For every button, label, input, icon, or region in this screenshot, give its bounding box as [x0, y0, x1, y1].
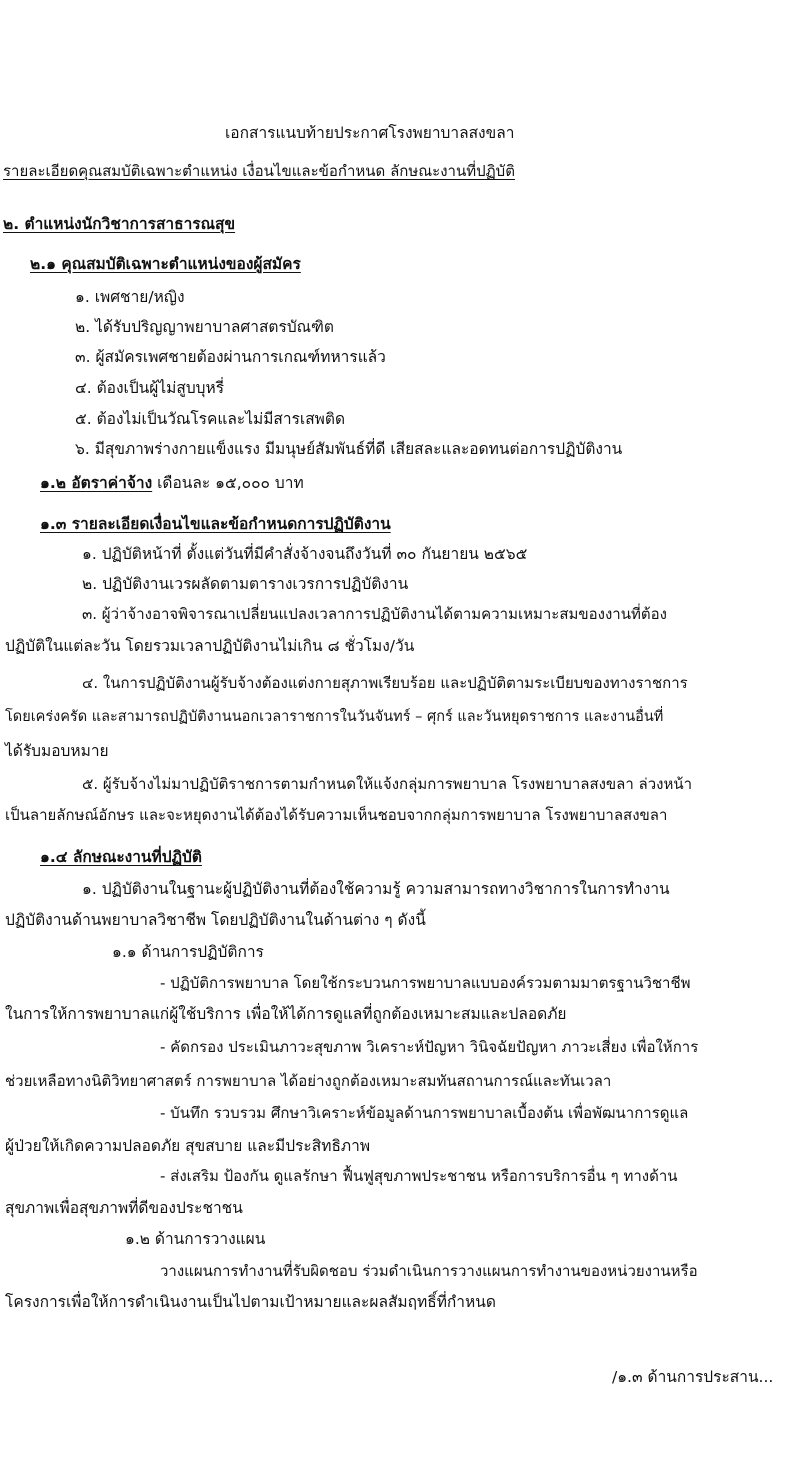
condition-line: ๓. ผู้ว่าจ้างอาจพิจารณาเปลี่ยนแปลงเวลาการปฏิบัติงานได้ตามความเหมาะสมของงานที่ต้อง — [82, 605, 667, 623]
condition-line: ๕. ผู้รับจ้างไม่มาปฏิบัติราชการตามกำหนดให้แจ้งกลุ่มการพยาบาล โรงพยาบาลสงขลา ล่วงหน้า — [82, 775, 693, 793]
condition-line: เป็นลายลักษณ์อักษร และจะหยุดงานได้ต้องได้รับความเห็นชอบจากกลุ่มการพยาบาล โรงพยาบาลสงขลา — [5, 806, 668, 824]
document-title: เอกสารแนบท้ายประกาศโรงพยาบาลสงขลา — [225, 124, 515, 142]
job-line: - คัดกรอง ประเมินภาวะสุขภาพ วิเคราะห์ปัญหา วินิจฉัยปัญหา ภาวะเสี่ยง เพื่อให้การ — [160, 1038, 699, 1056]
job-line: ช่วยเหลือทางนิติวิทยาศาสตร์ การพยาบาล ได้อย่างถูกต้องเหมาะสมทันสถานการณ์และทันเวลา — [5, 1072, 612, 1090]
job-line: วางแผนการทำงานที่รับผิดชอบ ร่วมดำเนินการวางแผนการทำงานของหน่วยงานหรือ — [160, 1262, 698, 1280]
qualification-item: ๕. ต้องไม่เป็นวัณโรคและไม่มีสารเสพติด — [75, 410, 346, 428]
job-description-heading: ๑.๔ ลักษณะงานที่ปฏิบัติ — [40, 848, 202, 866]
document-subtitle: รายละเอียดคุณสมบัติเฉพาะตำแหน่ง เงื่อนไขและข้อกำหนด ลักษณะงานที่ปฏิบัติ — [3, 162, 515, 180]
qualifications-heading: ๒.๑ คุณสมบัติเฉพาะตำแหน่งของผู้สมัคร — [30, 255, 301, 273]
qualification-item: ๑. เพศชาย/หญิง — [75, 288, 185, 306]
condition-line: ๔. ในการปฏิบัติงานผู้รับจ้างต้องแต่งกายสุภาพเรียบร้อย และปฏิบัติตามระเบียบของทางราชการ — [82, 674, 688, 692]
job-line: ปฏิบัติงานด้านพยาบาลวิชาชีพ โดยปฏิบัติงานในด้านต่าง ๆ ดังนี้ — [5, 911, 426, 929]
qualification-item: ๖. มีสุขภาพร่างกายแข็งแรง มีมนุษย์สัมพันธ์ที่ดี เสียสละและอดทนต่อการปฏิบัติงาน — [75, 440, 623, 458]
condition-line: ได้รับมอบหมาย — [5, 742, 109, 760]
condition-line: โดยเคร่งครัด และสามารถปฏิบัติงานนอกเวลาราชการในวันจันทร์ – ศุกร์ และวันหยุดราชการ และงานอื่นที่ — [5, 709, 664, 725]
job-line: สุขภาพเพื่อสุขภาพที่ดีของประชาชน — [5, 1199, 243, 1217]
wage-row — [40, 472, 304, 494]
condition-line: ปฏิบัติในแต่ละวัน โดยรวมเวลาปฏิบัติงานไม่เกิน ๘ ชั่วโมง/วัน — [5, 637, 415, 655]
job-line: ผู้ป่วยให้เกิดความปลอดภัย สุขสบาย และมีประสิทธิภาพ — [5, 1137, 371, 1155]
conditions-heading: ๑.๓ รายละเอียดเงื่อนไขและข้อกำหนดการปฏิบัติงาน — [40, 515, 391, 533]
job-line: - ส่งเสริม ป้องกัน ดูแลรักษา ฟื้นฟูสุขภาพประชาชน หรือการบริการอื่น ๆ ทางด้าน — [160, 1167, 678, 1185]
wage-text: เดือนละ ๑๕,๐๐๐ บาท — [157, 474, 304, 492]
condition-line: ๑. ปฏิบัติหน้าที่ ตั้งแต่วันที่มีคำสั่งจ้างจนถึงวันที่ ๓๐ กันยายน ๒๕๖๕ — [82, 545, 528, 563]
job-line: โครงการเพื่อให้การดำเนินงานเป็นไปตามเป้าหมายและผลสัมฤทธิ์ที่กำหนด — [5, 1293, 496, 1311]
condition-line: ๒. ปฏิบัติงานเวรผลัดตามตารางเวรการปฏิบัติงาน — [82, 575, 409, 593]
job-line: - ปฏิบัติการพยาบาล โดยใช้กระบวนการพยาบาลแบบองค์รวมตามมาตรฐานวิชาชีพ — [160, 974, 691, 992]
job-line: ๑.๒ ด้านการวางแผน — [125, 1230, 266, 1248]
job-line: ในการให้การพยาบาลแก่ผู้ใช้บริการ เพื่อให้ได้การดูแลที่ถูกต้องเหมาะสมและปลอดภัย — [5, 1005, 567, 1023]
position-heading: ๒. ตำแหน่งนักวิชาการสาธารณสุข — [3, 215, 236, 233]
continued-note: /๑.๓ ด้านการประสาน... — [612, 1368, 774, 1386]
job-line: - บันทึก รวบรวม ศึกษาวิเคราะห์ข้อมูลด้านการพยาบาลเบื้องต้น เพื่อพัฒนาการดูแล — [160, 1104, 689, 1122]
qualification-item: ๒. ได้รับปริญญาพยาบาลศาสตรบัณฑิต — [75, 318, 334, 336]
qualification-item: ๔. ต้องเป็นผู้ไม่สูบบุหรี่ — [75, 379, 225, 397]
qualification-item: ๓. ผู้สมัครเพศชายต้องผ่านการเกณฑ์ทหารแล้ว — [75, 348, 386, 366]
job-line: ๑. ปฏิบัติงานในฐานะผู้ปฏิบัติงานที่ต้องใช้ความรู้ ความสามารถทางวิชาการในการทำงาน — [82, 880, 670, 898]
job-line: ๑.๑ ด้านการปฏิบัติการ — [112, 943, 264, 961]
wage-heading: ๑.๒ อัตราค่าจ้าง — [40, 474, 153, 492]
